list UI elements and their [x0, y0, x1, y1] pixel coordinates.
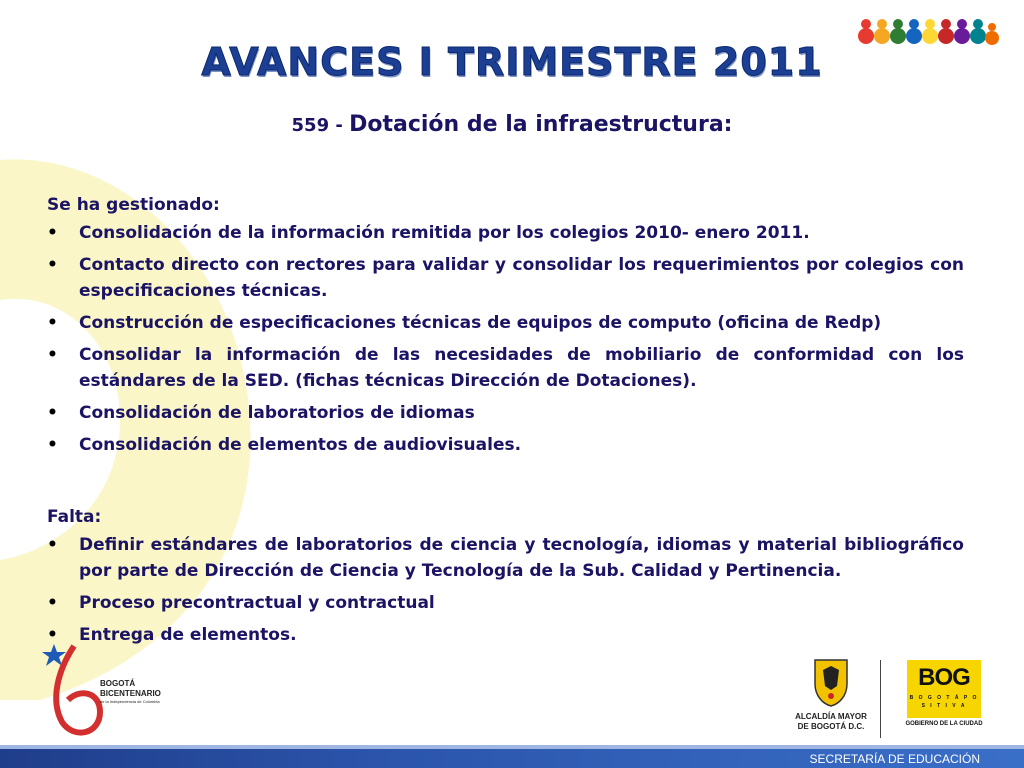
bog-caption: GOBIERNO DE LA CIUDAD — [905, 721, 983, 727]
section-gestionado-list — [47, 220, 964, 458]
list-item — [47, 310, 964, 336]
list-item — [47, 252, 964, 304]
bullet: • — [47, 223, 58, 243]
bullet: • — [47, 593, 58, 613]
list-item-text: Definir estándares de laboratorios de ciencia y tecnología, idiomas y material bibliográfico por parte de Dirección de Ciencia y Tecnología de la Sub. Calidad y Pertinencia. — [79, 535, 964, 581]
bicentenario-line1: BOGOTÁ — [100, 679, 136, 688]
footer-text: SECRETARÍA DE EDUCACIÓN — [809, 752, 980, 766]
bog-text: BOG — [918, 664, 970, 691]
list-item — [47, 432, 964, 458]
bullet: • — [47, 313, 58, 333]
subtitle-text: Dotación de la infraestructura: — [349, 112, 733, 137]
list-item — [47, 220, 964, 246]
list-item — [47, 590, 964, 616]
list-item — [47, 622, 964, 648]
section-gestionado-label: Se ha gestionado: — [47, 195, 220, 215]
bullet: • — [47, 625, 58, 645]
alcaldia-line2: DE BOGOTÁ D.C. — [797, 722, 865, 731]
footer-bar — [0, 749, 1024, 768]
bullet: • — [47, 403, 58, 423]
section-falta-list — [47, 532, 964, 648]
logo-divider — [880, 660, 881, 738]
bullet: • — [47, 435, 58, 455]
list-item — [47, 400, 964, 426]
bicentenario-line3: de la Independencia de Colombia — [100, 699, 160, 704]
bullet: • — [47, 255, 58, 275]
list-item-text: Consolidación de laboratorios de idiomas — [79, 403, 475, 423]
list-item-text: Contacto directo con rectores para validar y consolidar los requerimientos por colegios con especificaciones técnicas. — [79, 255, 964, 301]
slide-content — [47, 192, 964, 654]
list-item — [47, 532, 964, 584]
bicentenario-line2: BICENTENARIO — [100, 689, 161, 698]
bullet: • — [47, 535, 58, 555]
list-item-text: Consolidar la información de las necesidades de mobiliario de conformidad con los estándares de la SED. (fichas técnicas Dirección de Dotaciones). — [79, 345, 964, 391]
coat-of-arms-icon — [811, 656, 851, 708]
list-item-text: Entrega de elementos. — [79, 625, 297, 645]
list-item-text: Consolidación de elementos de audiovisuales. — [79, 435, 522, 455]
bicentenario-logo — [40, 640, 190, 740]
section-falta-label: Falta: — [47, 507, 102, 527]
slide-subtitle — [0, 112, 1024, 137]
slide-title: AVANCES I TRIMESTRE 2011 — [201, 40, 823, 84]
list-item-text: Proceso precontractual y contractual — [79, 593, 435, 613]
bogota-positiva-logo — [904, 660, 984, 738]
list-item-text: Construcción de especificaciones técnicas de equipos de computo (oficina de Redp) — [79, 313, 882, 333]
list-item-text: Consolidación de la información remitida por los colegios 2010- enero 2011. — [79, 223, 810, 243]
alcaldia-line1: ALCALDÍA MAYOR — [795, 712, 867, 721]
bog-sub: B O G O T Á P O S I T I V A — [909, 695, 979, 709]
bog-box — [907, 660, 981, 718]
subtitle-code: 559 - — [291, 115, 350, 136]
bullet: • — [47, 345, 58, 365]
alcaldia-logo — [784, 656, 878, 738]
list-item — [47, 342, 964, 394]
